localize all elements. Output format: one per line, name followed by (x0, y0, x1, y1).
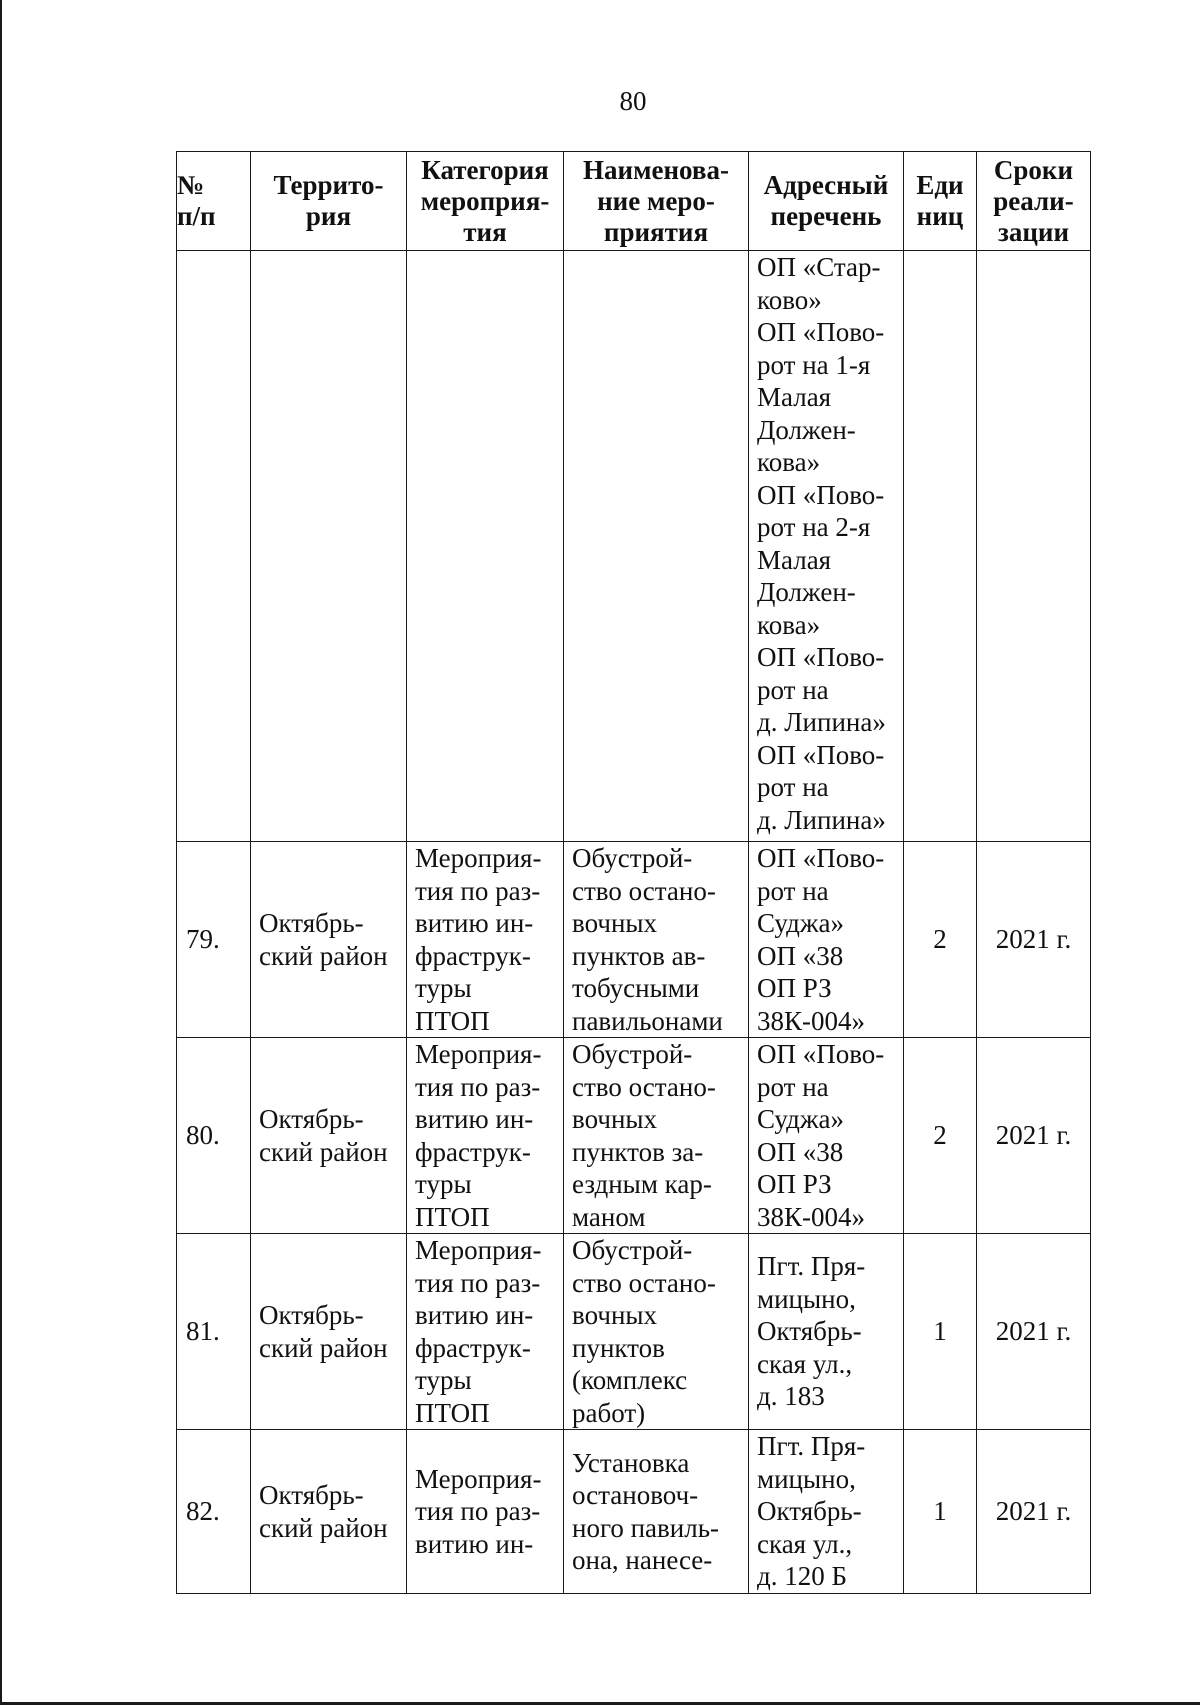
table-row (177, 842, 1091, 1038)
cell-territory: Октябрь- ский район (251, 842, 407, 1038)
cell-num: 80. (177, 1038, 251, 1234)
header-address: Адресный перечень (749, 152, 904, 251)
cell-name (564, 251, 749, 842)
cell-term (977, 251, 1091, 842)
cell-name: Обустрой- ство остано- вочных пунктов за- ездным кар- маном (564, 1038, 749, 1234)
header-num: № п/п (177, 152, 251, 251)
cell-address: ОП «Пово- рот на Суджа» ОП «38 ОП РЗ 38К-004» (749, 842, 904, 1038)
cell-num (177, 251, 251, 842)
table-row (177, 1430, 1091, 1594)
cell-address: ОП «Стар- ково» ОП «Пово- рот на 1-я Малая Должен- кова» ОП «Пово- рот на 2-я Малая Должен- кова» ОП «Пово- рот на д. Липина» ОП «Пово- рот на д. Липина» (749, 251, 904, 842)
cell-territory: Октябрь- ский район (251, 1038, 407, 1234)
header-units: Еди ниц (904, 152, 977, 251)
cell-units (904, 251, 977, 842)
events-table (176, 151, 1091, 1594)
cell-address: Пгт. Пря- мицыно, Октябрь- ская ул., д. 183 (749, 1234, 904, 1430)
cell-territory (251, 251, 407, 842)
cell-territory: Октябрь- ский район (251, 1430, 407, 1594)
cell-term: 2021 г. (977, 1430, 1091, 1594)
cell-name: Установка остановоч- ного павиль- она, нанесе- (564, 1430, 749, 1594)
cell-name: Обустрой- ство остано- вочных пунктов (комплекс работ) (564, 1234, 749, 1430)
cell-num: 82. (177, 1430, 251, 1594)
cell-category: Мероприя- тия по раз- витию ин- фраструк- туры ПТОП (407, 842, 564, 1038)
header-territory: Террито- рия (251, 152, 407, 251)
table-row (177, 1038, 1091, 1234)
cell-term: 2021 г. (977, 1038, 1091, 1234)
cell-category: Мероприя- тия по раз- витию ин- (407, 1430, 564, 1594)
table-header-row (177, 152, 1091, 251)
cell-units: 2 (904, 1038, 977, 1234)
header-term: Сроки реали- зации (977, 152, 1091, 251)
cell-num: 81. (177, 1234, 251, 1430)
cell-num: 79. (177, 842, 251, 1038)
cell-address: ОП «Пово- рот на Суджа» ОП «38 ОП РЗ 38К-004» (749, 1038, 904, 1234)
cell-category: Мероприя- тия по раз- витию ин- фраструк- туры ПТОП (407, 1038, 564, 1234)
page-number: 80 (619, 86, 647, 116)
cell-units: 2 (904, 842, 977, 1038)
cell-category (407, 251, 564, 842)
header-name: Наименова- ние меро- приятия (564, 152, 749, 251)
cell-units: 1 (904, 1234, 977, 1430)
table-row (177, 1234, 1091, 1430)
cell-name: Обустрой- ство остано- вочных пунктов ав- тобусными павильонами (564, 842, 749, 1038)
cell-category: Мероприя- тия по раз- витию ин- фраструк- туры ПТОП (407, 1234, 564, 1430)
cell-address: Пгт. Пря- мицыно, Октябрь- ская ул., д. 120 Б (749, 1430, 904, 1594)
header-category: Категория мероприя- тия (407, 152, 564, 251)
cell-units: 1 (904, 1430, 977, 1594)
cell-term: 2021 г. (977, 1234, 1091, 1430)
cell-term: 2021 г. (977, 842, 1091, 1038)
table-row-continuation (177, 251, 1091, 842)
cell-territory: Октябрь- ский район (251, 1234, 407, 1430)
